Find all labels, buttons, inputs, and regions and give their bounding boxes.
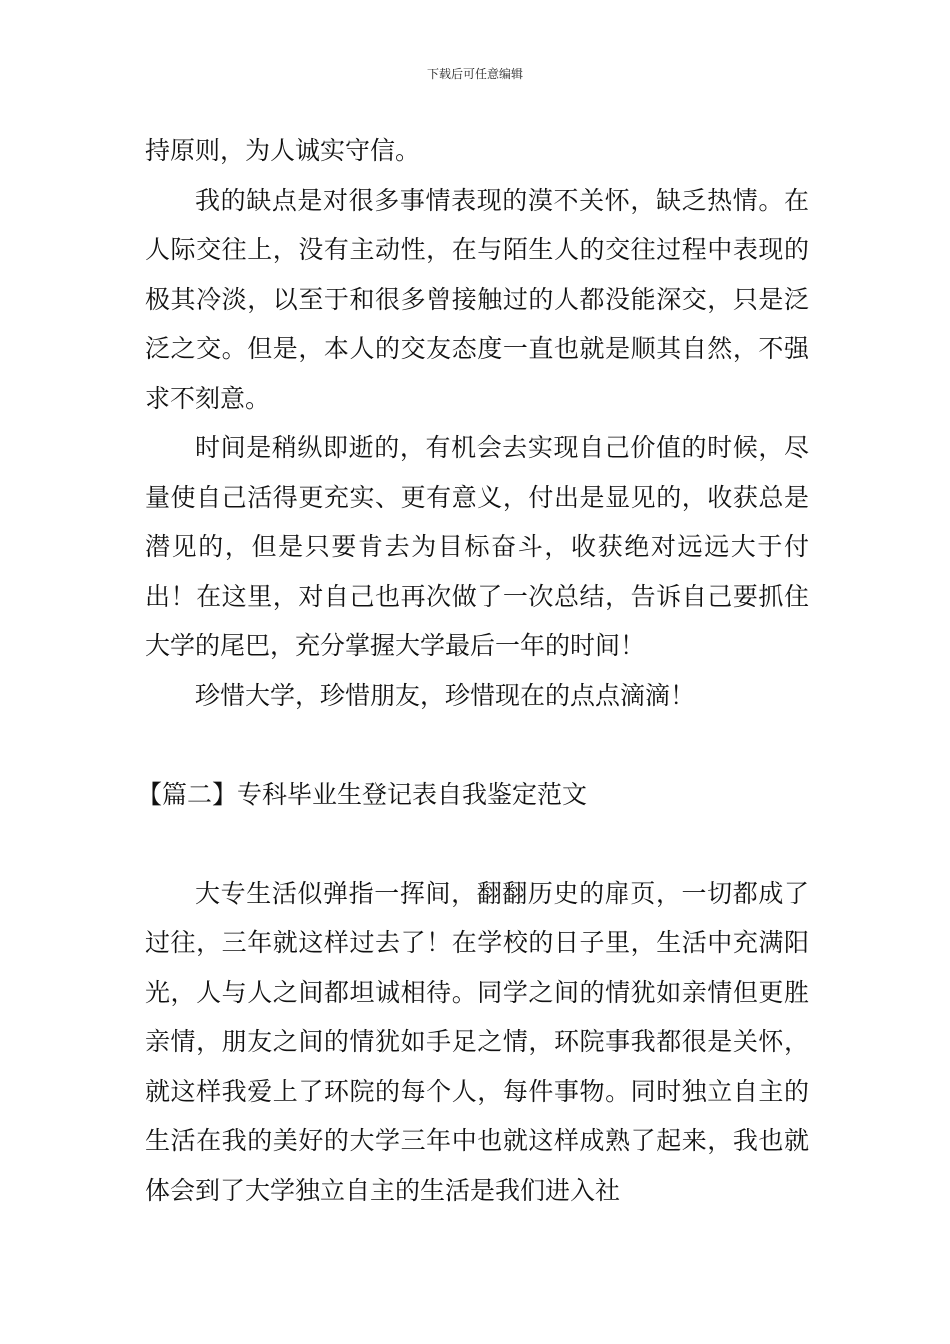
page-header: 下载后可任意编辑 — [426, 67, 523, 81]
paragraph-time: 时间是稍纵即逝的，有机会去实现自己价值的时候，尽量使自己活得更充实、更有意义，付出是显见的，收获总是潜见的，但是只要肯去为目标奋斗，收获绝对远远大于付出！在这里，对自己也再次做了一次总结，告诉自己要抓住大学的尾巴，充分掌握大学最后一年的时间！ — [145, 433, 809, 660]
section-heading: 【篇二】专科毕业生登记表自我鉴定范文 — [137, 779, 588, 809]
paragraph-college-life: 大专生活似弹指一挥间，翻翻历史的扉页，一切都成了过往，三年就这样过去了！在学校的日子里，生活中充满阳光，人与人之间都坦诚相待。同学之间的情犹如亲情但更胜亲情，朋友之间的情犹如手足之情，环院事我都很是关怀，就这样我爱上了环院的每个人，每件事物。同时独立自主的生活在我的美好的大学三年中也就这样成熟了起来，我也就体会到了大学独立自主的生活是我们进入社 — [145, 878, 809, 1205]
paragraph-shortcomings: 我的缺点是对很多事情表现的漠不关怀，缺乏热情。在人际交往上，没有主动性，在与陌生人的交往过程中表现的极其冷淡，以至于和很多曾接触过的人都没能深交，只是泛泛之交。但是，本人的交友态度一直也就是顺其自然，不强求不刻意。 — [145, 185, 809, 413]
document-body — [137, 126, 809, 1215]
paragraph-continuation: 持原则，为人诚实守信。 — [145, 136, 421, 165]
paragraph-cherish: 珍惜大学，珍惜朋友，珍惜现在的点点滴滴！ — [195, 680, 696, 710]
